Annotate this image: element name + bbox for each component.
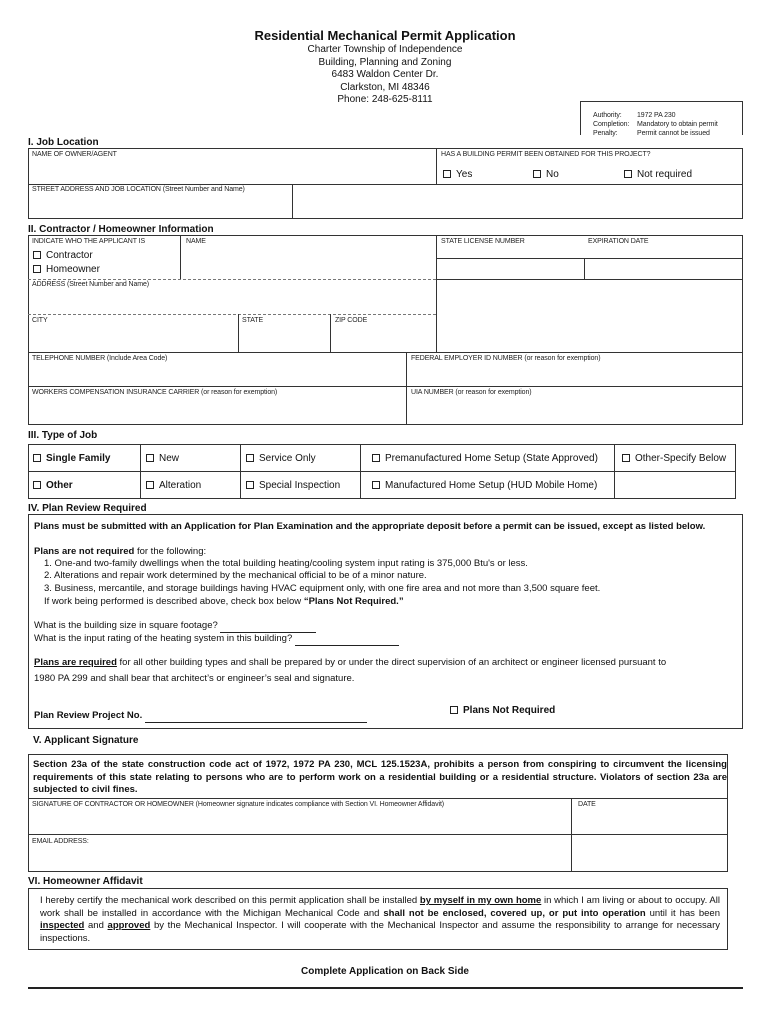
alteration-label: Alteration <box>159 480 202 491</box>
address-label: ADDRESS (Street Number and Name) <box>32 281 150 288</box>
checkbox-icon <box>624 170 632 178</box>
header-line: Building, Planning and Zoning <box>318 56 452 68</box>
input-rating-question <box>34 633 399 646</box>
contractor-checkbox[interactable] <box>33 250 93 261</box>
premanufactured-label: Premanufactured Home Setup (State Approved) <box>385 453 598 464</box>
signature-label: SIGNATURE OF CONTRACTOR OR HOMEOWNER (Homeowner signature indicates compliance with Section VI. Homeowner Affidavit) <box>32 801 445 808</box>
affidavit-part: by the Mechanical Inspector. I will cooperate with the Mechanical Inspector and assume the responsibility to arrange for necessary inspections. <box>40 920 720 944</box>
not-required-label: Not required <box>637 169 693 180</box>
plans-required-line-2: 1980 PA 299 and shall bear that architect’s or engineer’s seal and signature. <box>34 673 355 684</box>
uia-label: UIA NUMBER (or reason for exemption) <box>411 389 532 396</box>
checkbox-icon <box>33 251 41 259</box>
footer-rule <box>28 987 743 989</box>
exception-item-2: 2. Alterations and repair work determined by the mechanical official to be of a minor nature. <box>44 570 427 581</box>
building-size-field[interactable] <box>220 622 316 633</box>
plans-required-line <box>34 657 666 670</box>
check-instruction <box>44 596 404 609</box>
phone-label: TELEPHONE NUMBER (Include Area Code) <box>32 355 168 362</box>
manufactured-checkbox[interactable] <box>372 480 597 491</box>
page-title: Residential Mechanical Permit Application <box>254 28 516 43</box>
license-label: STATE LICENSE NUMBER <box>441 238 525 245</box>
other-label: Other <box>46 480 73 491</box>
special-inspection-label: Special Inspection <box>259 480 341 491</box>
building-size-question <box>34 620 316 633</box>
plans-not-required-checkbox[interactable] <box>450 705 555 716</box>
manufactured-label: Manufactured Home Setup (HUD Mobile Home) <box>385 480 598 491</box>
checkbox-icon <box>533 170 541 178</box>
new-label: New <box>159 453 180 464</box>
authority-text <box>593 111 718 138</box>
other-specify-checkbox[interactable] <box>622 453 726 464</box>
street-address-label: STREET ADDRESS AND JOB LOCATION (Street Number and Name) <box>32 186 245 193</box>
contractor-label: Contractor <box>46 250 93 261</box>
project-no-label: Plan Review Project No. <box>34 710 143 721</box>
plans-required-rest: for all other building types and shall be prepared by or under the direct supervision of an architect or engineer licensed pursuant to <box>116 657 667 668</box>
section-23a-statement: Section 23a of the state construction code act of 1972, 1972 PA 230, MCL 125.1523A, prohibits a person from conspiring to circumvent the licensing requirements of this state relating to persons who are to perform work on a residential building or a residential structure. Violators of section 23a are subjected to civil fines. <box>33 759 727 795</box>
indicate-applicant-label: INDICATE WHO THE APPLICANT IS <box>32 238 146 245</box>
section-2-title: II. Contractor / Homeowner Information <box>28 224 214 235</box>
plan-review-project-no <box>34 710 367 723</box>
section-6-title: VI. Homeowner Affidavit <box>28 876 143 887</box>
plans-required-bold: Plans are required <box>34 657 117 668</box>
zip-label: ZIP CODE <box>335 317 368 324</box>
checkbox-icon <box>33 265 41 273</box>
no-checkbox[interactable] <box>533 169 559 180</box>
header-line: Clarkston, MI 48346 <box>340 81 430 93</box>
premanufactured-checkbox[interactable] <box>372 453 598 464</box>
checkbox-icon <box>622 454 630 462</box>
homeowner-checkbox[interactable] <box>33 264 100 275</box>
input-rating-label: What is the input rating of the heating system in this building? <box>34 633 293 644</box>
alteration-checkbox[interactable] <box>146 480 201 491</box>
exception-item-3: 3. Business, mercantile, and storage buildings having HVAC equipment only, with one fire area and not more than 3,500 square feet. <box>44 583 601 594</box>
name-label: NAME <box>186 238 206 245</box>
header-line: Charter Township of Independence <box>307 44 463 55</box>
exception-item-1: 1. One-and two-family dwellings when the total building heating/cooling system input rating is 375,000 Btu's or less. <box>44 558 528 569</box>
state-label: STATE <box>242 317 264 324</box>
penalty-value: Permit cannot be issued <box>637 130 710 137</box>
affidavit-part: in which I am living or about to occupy. All work shall be installed in accordance with the Michigan Mechanical Code and <box>40 895 720 919</box>
section-1-title: I. Job Location <box>28 137 99 148</box>
section-3-title: III. Type of Job <box>28 430 98 441</box>
project-no-field[interactable] <box>145 712 367 723</box>
special-inspection-checkbox[interactable] <box>246 480 340 491</box>
affidavit-part: I hereby certify the mechanical work described on this permit application shall be installed <box>40 895 420 906</box>
footer-note: Complete Application on Back Side <box>301 966 469 977</box>
other-checkbox[interactable] <box>33 480 73 491</box>
yes-checkbox[interactable] <box>443 169 472 180</box>
header-address <box>0 44 770 107</box>
authority-key: Authority: <box>593 112 622 119</box>
affidavit-underline: approved <box>107 920 151 931</box>
authority-value: 1972 PA 230 <box>637 112 676 119</box>
completion-key: Completion: <box>593 121 630 128</box>
penalty-key: Penalty: <box>593 130 618 137</box>
input-rating-field[interactable] <box>295 635 399 646</box>
checkbox-icon <box>146 454 154 462</box>
plan-review-intro: Plans must be submitted with an Application for Plan Examination and the appropriate deposit before a permit can be issued, except as listed below. <box>34 521 706 532</box>
service-only-checkbox[interactable] <box>246 453 316 464</box>
city-label: CITY <box>32 317 48 324</box>
checkbox-icon <box>246 481 254 489</box>
affidavit-underline: by myself in my own home <box>419 895 542 906</box>
plans-not-required-label: Plans Not Required <box>463 705 556 716</box>
checkbox-icon <box>146 481 154 489</box>
homeowner-label: Homeowner <box>46 264 100 275</box>
workers-comp-label: WORKERS COMPENSATION INSURANCE CARRIER (or reason for exemption) <box>32 389 278 396</box>
service-only-label: Service Only <box>259 453 316 464</box>
checkbox-icon <box>443 170 451 178</box>
plans-not-required-rest: for the following: <box>134 546 207 557</box>
email-label: EMAIL ADDRESS: <box>32 838 89 845</box>
affidavit-bold: shall not be enclosed, covered up, or put into operation <box>383 907 646 919</box>
other-specify-label: Other-Specify Below <box>635 453 727 464</box>
section-4-title: IV. Plan Review Required <box>28 503 147 514</box>
check-instruction-bold: “Plans Not Required.” <box>303 596 404 607</box>
affidavit-text <box>40 895 720 945</box>
header-line: 6483 Waldon Center Dr. <box>331 69 439 80</box>
date-label: DATE <box>578 801 596 808</box>
single-family-checkbox[interactable] <box>33 453 110 464</box>
checkbox-icon <box>33 454 41 462</box>
affidavit-part: until it has been <box>645 907 720 919</box>
contractor-box <box>28 235 743 425</box>
checkbox-icon <box>33 481 41 489</box>
checkbox-icon <box>372 454 380 462</box>
checkbox-icon <box>372 481 380 489</box>
check-instruction-text: If work being performed is described above, check box below <box>44 596 304 607</box>
permit-question-label: HAS A BUILDING PERMIT BEEN OBTAINED FOR THIS PROJECT? <box>441 151 651 158</box>
checkbox-icon <box>450 706 458 714</box>
yes-label: Yes <box>456 169 473 180</box>
checkbox-icon <box>246 454 254 462</box>
fein-label: FEDERAL EMPLOYER ID NUMBER (or reason for exemption) <box>411 355 601 362</box>
building-size-label: What is the building size in square footage? <box>34 620 218 631</box>
expiration-label: EXPIRATION DATE <box>588 238 649 245</box>
completion-value: Mandatory to obtain permit <box>637 121 718 128</box>
not-required-checkbox[interactable] <box>624 169 692 180</box>
header-line: Phone: 248-625-8111 <box>337 94 433 105</box>
single-family-label: Single Family <box>46 453 111 464</box>
owner-agent-label: NAME OF OWNER/AGENT <box>32 151 117 158</box>
no-label: No <box>546 169 559 180</box>
new-checkbox[interactable] <box>146 453 179 464</box>
affidavit-underline: inspected <box>40 920 85 931</box>
plans-not-required-bold: Plans are not required <box>34 546 135 557</box>
section-5-title: V. Applicant Signature <box>33 735 139 746</box>
affidavit-part: and <box>84 920 108 931</box>
plans-not-required-line <box>34 546 206 559</box>
